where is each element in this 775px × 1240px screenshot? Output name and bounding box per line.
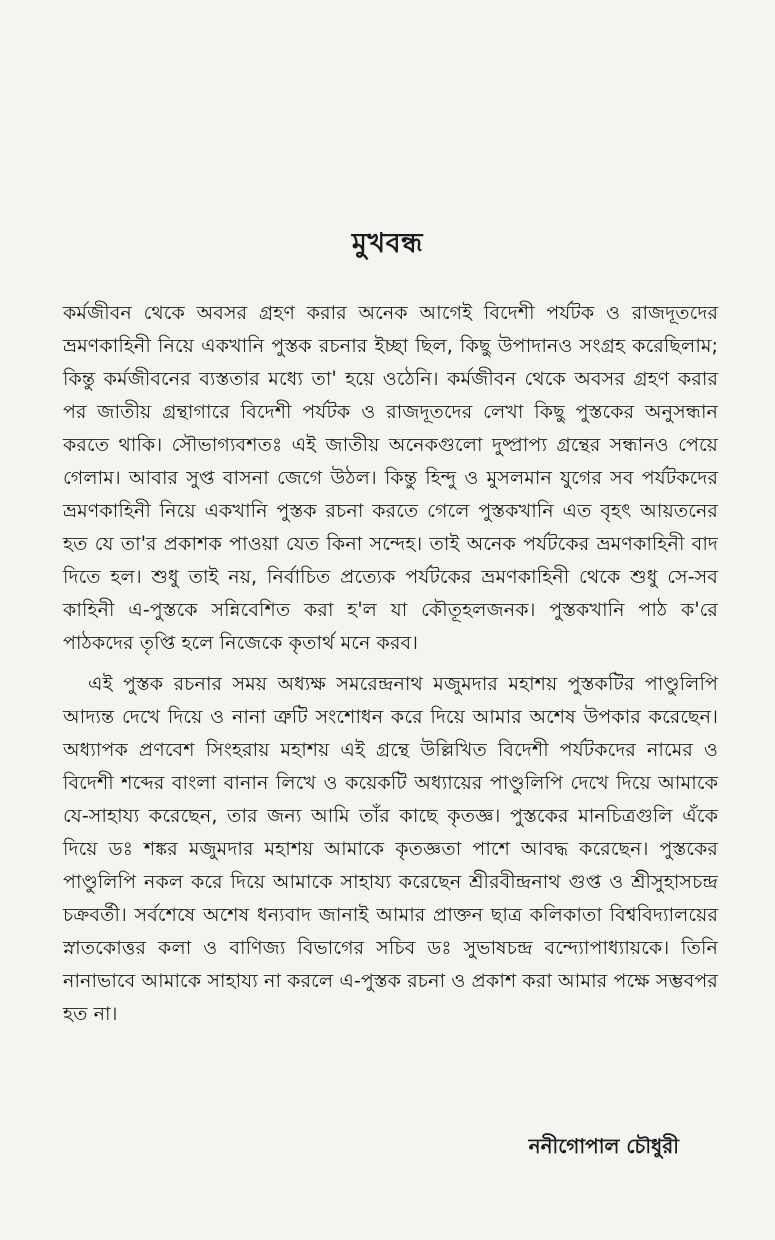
author-signature: ননীগোপাল চৌধুরী (528, 1134, 679, 1158)
paragraph-2: এই পুস্তক রচনার সময় অধ্যক্ষ সমরেন্দ্রনাথ মজুমদার মহাশয় পুস্তকটির পাণ্ডুলিপি আদ্যন্ত দেখে দিয়ে ও নানা ত্রুটি সংশোধন করে দিয়ে আমার অশেষ উপকার করেছেন। অধ্যাপক প্রণবেশ সিংহরায় মহাশয় এই গ্রন্থে উল্লিখিত বিদেশী পর্যটকদের নামের ও বিদেশী শব্দের বাংলা বানান লিখে ও কয়েকটি অধ্যায়ের পাণ্ডুলিপি দেখে দিয়ে আমাকে যে-সাহায্য করেছেন, তার জন্য আমি তাঁর কাছে কৃতজ্ঞ। পুস্তকের মানচিত্রগুলি এঁকে দিয়ে ডঃ শঙ্কর মজুমদার মহাশয় আমাকে কৃতজ্ঞতা পাশে আবদ্ধ করেছেন। পুস্তকের পাণ্ডুলিপি নকল করে দিয়ে আমাকে সাহায্য করেছেন শ্রীরবীন্দ্রনাথ গুপ্ত ও শ্রীসুহাসচন্দ্র চক্রবর্তী। সর্বশেষে অশেষ ধন্যবাদ জানাই আমার প্রাক্তন ছাত্র কলিকাতা বিশ্ববিদ্যালয়ের স্নাতকোত্তর কলা ও বাণিজ্য বিভাগের সচিব ডঃ সুভাষচন্দ্র বন্দ্যোপাধ্যায়কে। তিনি নানাভাবে আমাকে সাহায্য না করলে এ-পুস্তক রচনা ও প্রকাশ করা আমার পক্ষে সম্ভবপর হত না। (63, 672, 718, 1025)
preface-body (63, 296, 718, 1030)
paragraph-1: কর্মজীবন থেকে অবসর গ্রহণ করার অনেক আগেই বিদেশী পর্যটক ও রাজদূতদের ভ্রমণকাহিনী নিয়ে একখানি পুস্তক রচনার ইচ্ছা ছিল, কিছু উপাদানও সংগ্রহ করেছিলাম; কিন্তু কর্মজীবনের ব্যস্ততার মধ্যে তা' হয়ে ওঠেনি। কর্মজীবন থেকে অবসর গ্রহণ করার পর জাতীয় গ্রন্থাগারে বিদেশী পর্যটক ও রাজদূতদের লেখা কিছু পুস্তকের অনুসন্ধান করতে থাকি। সৌভাগ্যবশতঃ এই জাতীয় অনেকগুলো দুষ্প্রাপ্য গ্রন্থের সন্ধানও পেয়ে গেলাম। আবার সুপ্ত বাসনা জেগে উঠল। কিন্তু হিন্দু ও মুসলমান যুগের সব পর্যটকদের ভ্রমণকাহিনী নিয়ে একখানি পুস্তক রচনা করতে গেলে পুস্তকখানি এত বৃহৎ আয়তনের হত যে তা'র প্রকাশক পাওয়া যেত কিনা সন্দেহ। তাই অনেক পর্যটকের ভ্রমণকাহিনী বাদ দিতে হল। শুধু তাই নয়, নির্বাচিত প্রত্যেক পর্যটকের ভ্রমণকাহিনী থেকে শুধু সে-সব কাহিনী এ-পুস্তকে সন্নিবেশিত করা হ'ল যা কৌতূহলজনক। পুস্তকখানি পাঠ ক'রে পাঠকদের তৃপ্তি হলে নিজেকে কৃতার্থ মনে করব। (63, 301, 718, 654)
page-title: মুখবন্ধ (351, 228, 424, 259)
